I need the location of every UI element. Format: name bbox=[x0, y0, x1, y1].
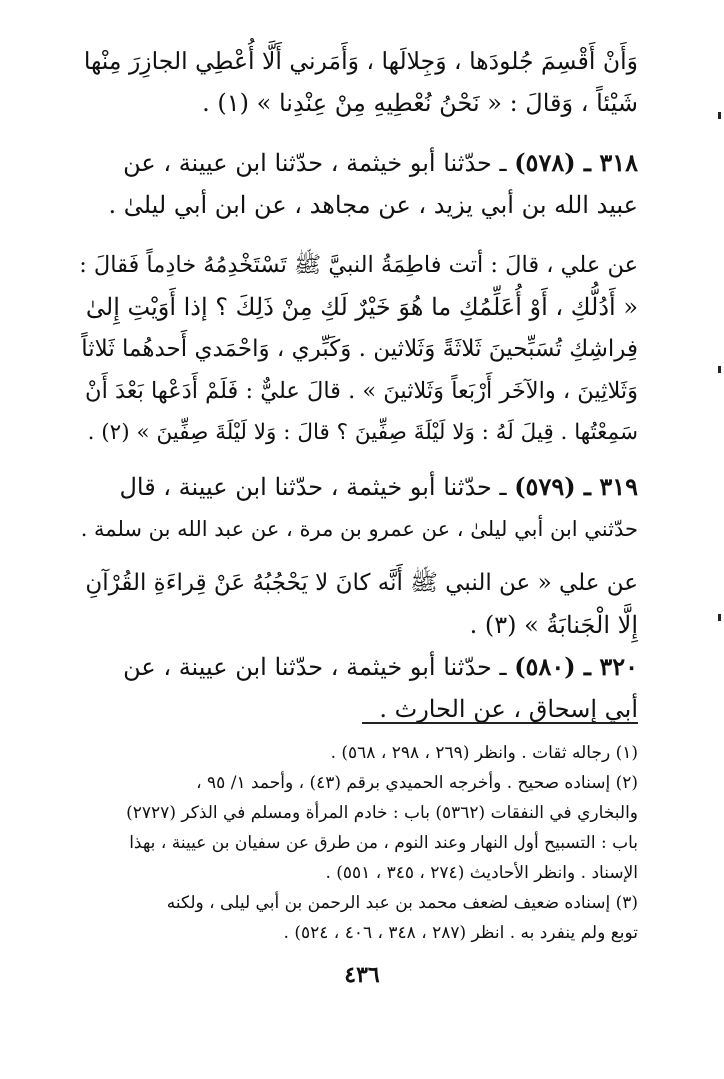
footnote-3-line: (٣) إسناده ضعيف لضعف محمد بن عبد الرحمن بن أبي ليلى ، ولكنه bbox=[166, 893, 638, 913]
text-line: فِراشِكِ تُسَبِّحينَ ثَلاثَةً وَثَلاثين . وَكَبِّري ، وَاحْمَدي أَحدهُما ثَلاثاً bbox=[81, 336, 638, 362]
text-line: ـ حدّثنا أبو خيثمة ، حدّثنا ابن عيينة ، عن bbox=[123, 149, 507, 177]
footnote-2-line: والبخاري في النفقات (٥٣٦٢) باب : خادم المرأة ومسلم في الذكر (٢٧٢٧) bbox=[126, 803, 638, 823]
text-line: « أَدُلُّكِ ، أَوْ أُعَلِّمُكِ ما هُوَ خَيْرٌ لَكِ مِنْ ذَلِكَ ؟ إذا أَوَيْتِ إِلىٰ bbox=[85, 293, 638, 321]
text-line: إِلَّا الْجَنابَةُ » (٣) . bbox=[469, 611, 638, 639]
main-text bbox=[78, 40, 638, 730]
hadith-number: ٣٢٠ ـ (٥٨٠) bbox=[514, 652, 638, 681]
margin-mark bbox=[718, 614, 721, 621]
text-line: عن علي « عن النبي ﷺ أَنَّه كانَ لا يَحْجُبُهُ عَنْ قِراءَةِ القُرْآنِ bbox=[85, 570, 638, 596]
hadith-318-header bbox=[78, 142, 638, 184]
text-line: سَمِعْتُها . قِيلَ لَهُ : وَلا لَيْلَةَ صِفِّينَ ؟ قالَ : وَلا لَيْلَةَ صِفِّينَ » (٢) . bbox=[87, 420, 638, 445]
hadith-320-header bbox=[78, 646, 638, 688]
text-line: شَيْئاً ، وَقالَ : « نَحْنُ نُعْطِيهِ مِنْ عِنْدِنا » (١) . bbox=[202, 89, 638, 117]
text-line: وَأَنْ أَقْسِمَ جُلودَها ، وَجِلالَها ، وَأَمَرني أَلَّا أُعْطِي الجازِرَ مِنْها bbox=[83, 47, 638, 75]
text-line: أبي إسحاق ، عن الحارث . bbox=[379, 695, 638, 723]
footnote-divider bbox=[362, 722, 638, 724]
text-line: عن علي ، قالَ : أتت فاطِمَةُ النبيَّ ﷺ تَسْتَخْدِمُهُ خادِماً فَقالَ : bbox=[79, 252, 638, 278]
hadith-319-header bbox=[78, 466, 638, 508]
footnote-3-line: توبع ولم ينفرد به . انظر (٢٨٧ ، ٣٤٨ ، ٤٠٦ ، ٥٢٤) . bbox=[283, 923, 638, 943]
hadith-number: ٣١٩ ـ (٥٧٩) bbox=[514, 472, 638, 501]
footnote-2-line: باب : التسبيح أول النهار وعند النوم ، من طرق عن سفيان بن عيينة ، بهذا bbox=[129, 833, 638, 853]
page-number: ٤٣٦ bbox=[344, 962, 380, 988]
margin-mark bbox=[718, 112, 721, 119]
footnotes bbox=[78, 738, 638, 948]
hadith-number: ٣١٨ ـ (٥٧٨) bbox=[514, 148, 638, 177]
text-line: حدّثني ابن أبي ليلىٰ ، عن عمرو بن مرة ، عن عبد الله بن سلمة . bbox=[80, 517, 638, 541]
footnote-2-line: (٢) إسناده صحيح . وأخرجه الحميدي برقم (٤٣) ، وأحمد ١/ ٩٥ ، bbox=[196, 773, 638, 793]
text-line: وَثَلاثِينَ ، والآخَر أَرْبَعاً وَثَلاثينَ » . قالَ عليٌّ : فَلَمْ أَدَعْها بَعْدَ أَنْ bbox=[85, 378, 638, 404]
text-line: عبيد الله بن أبي يزيد ، عن مجاهد ، عن ابن أبي ليلىٰ . bbox=[108, 191, 638, 219]
text-line: ـ حدّثنا أبو خيثمة ، حدّثنا ابن عيينة ، قال bbox=[119, 473, 507, 501]
text-line: ـ حدّثنا أبو خيثمة ، حدّثنا ابن عيينة ، عن bbox=[123, 653, 507, 681]
footnote-2-line: الإسناد . وانظر الأحاديث (٢٧٤ ، ٣٤٥ ، ٥٥١) . bbox=[325, 863, 638, 883]
margin-mark bbox=[718, 366, 721, 373]
footnote-1: (١) رجاله ثقات . وانظر (٢٦٩ ، ٢٩٨ ، ٥٦٨) . bbox=[330, 743, 638, 763]
